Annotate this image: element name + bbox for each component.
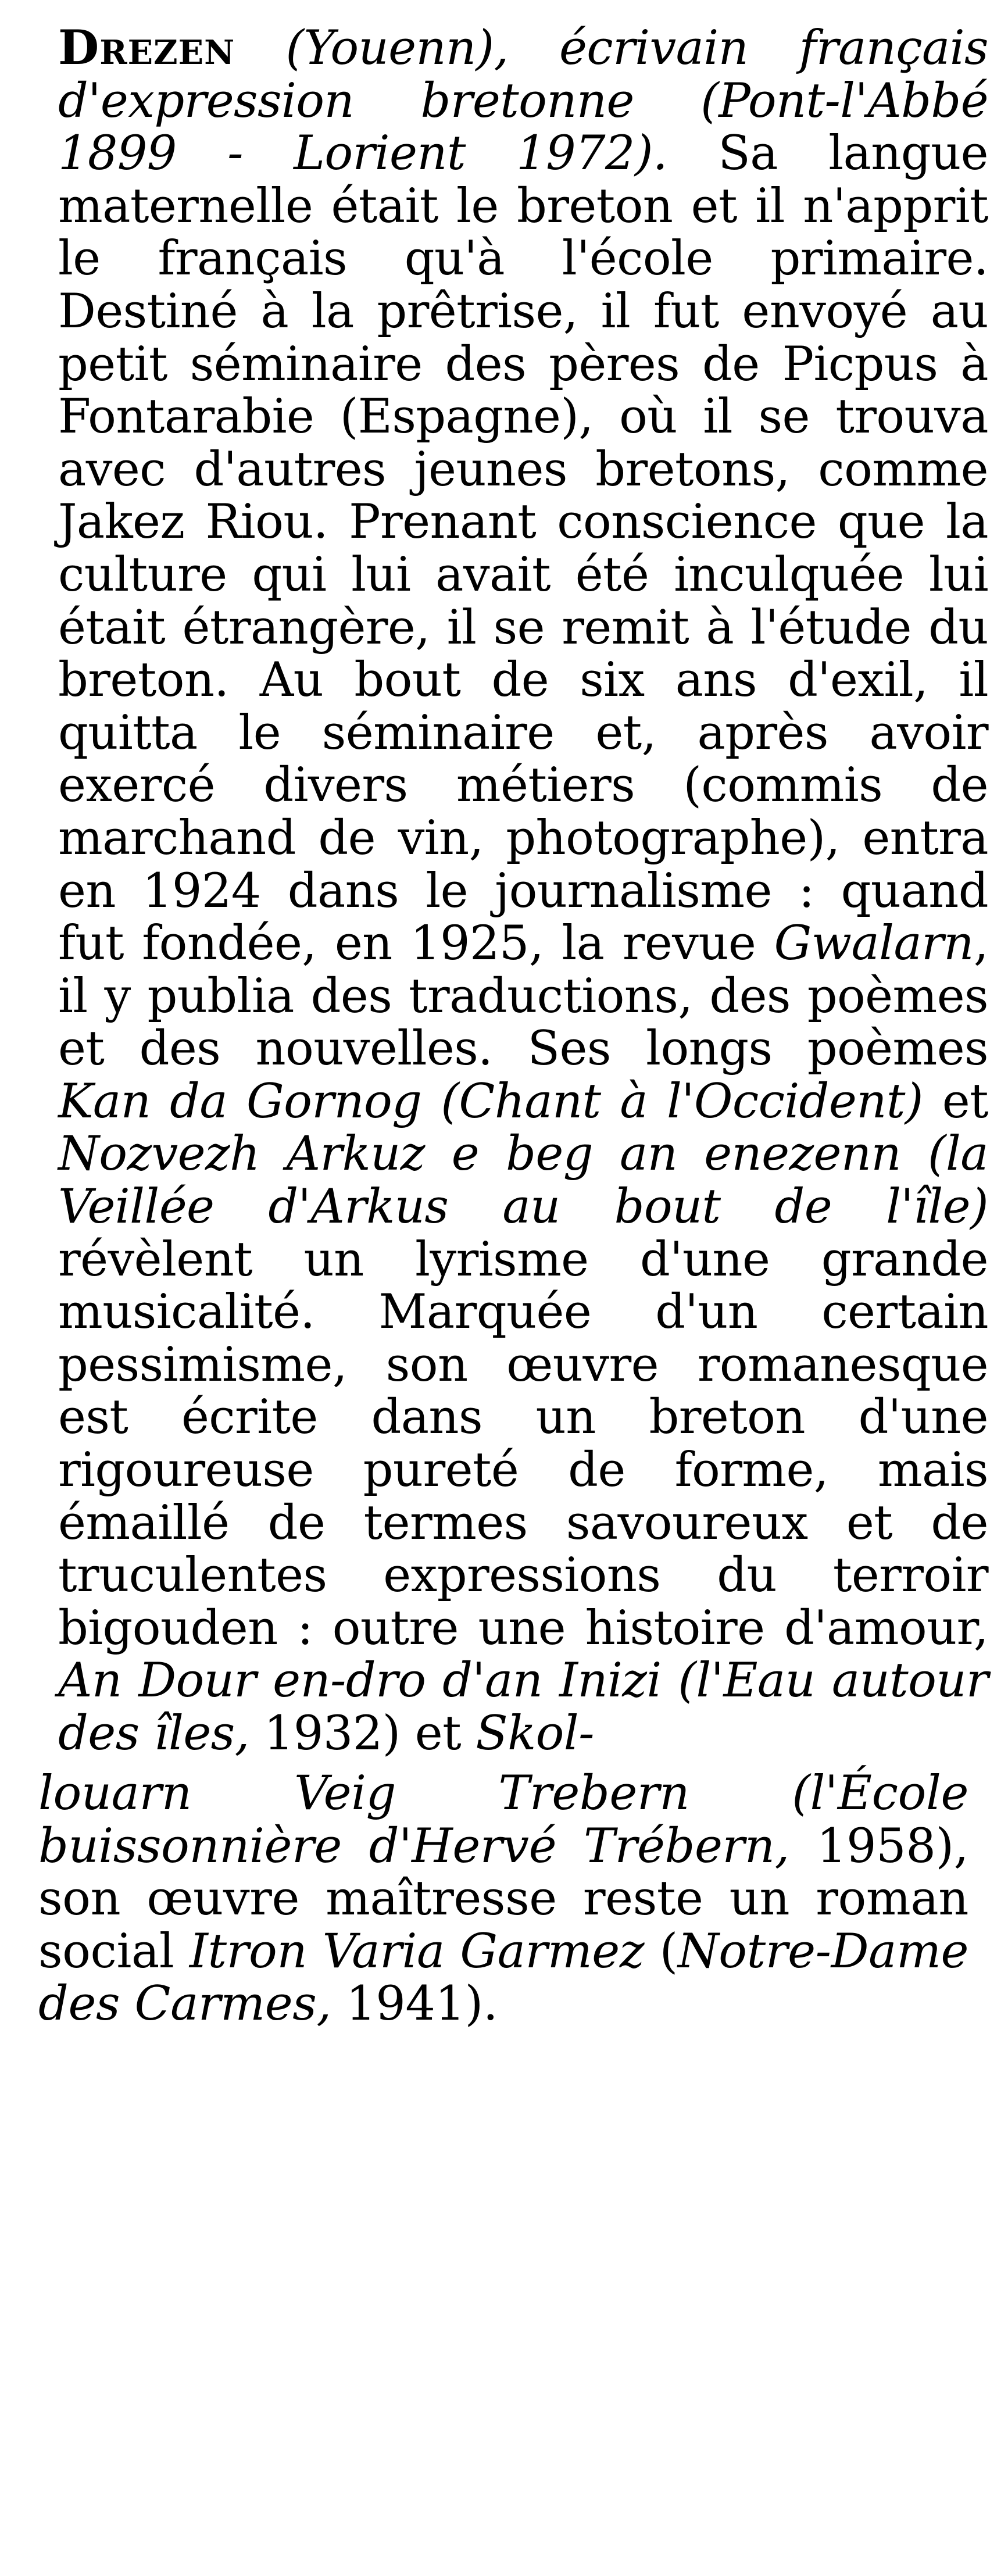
work-title-kan-da-gornog: Kan da Gornog (Chant à l'Occident): [58, 1074, 923, 1129]
body-text: et: [923, 1074, 988, 1129]
body-text: 1941).: [331, 1977, 498, 2032]
body-text: 1958), son œuvre maîtresse reste un roman social: [38, 1818, 969, 1979]
work-title-gwalarn: Gwalarn: [774, 916, 974, 971]
body-text: Sa langue maternelle était le breton et il n'apprit le français qu'à l'école primaire. Destiné à la prêtrise, il fut envoyé au petit séminaire des pères de Picpus à Fontarabie (Espagne), où il se trouva avec d'autres jeunes bretons, comme Jakez Riou. Prenant conscience que la culture qui lui avait été inculquée lui était étrangère, il se remit à l'étude du breton. Au bout de six ans d'exil, il quitta le séminaire et, après avoir exercé divers métiers (commis de marchand de vin, photographe), entra en 1924 dans le journalisme : quand fut fondée, en 1925, la revue: [58, 126, 988, 971]
work-title-skol-louarn-end: louarn Veig Trebern (l'École buissonnière d'Hervé Trébern,: [38, 1766, 968, 1874]
article-body: [58, 22, 988, 1760]
work-title-an-dour: An Dour en-dro d'an Inizi (l'Eau autour des îles,: [58, 1653, 988, 1761]
article-subtitle: (Youenn), écrivain français d'expression bretonne (Pont-l'Abbé 1899 - Lorient 1972).: [58, 21, 988, 181]
headword-separator: [235, 21, 285, 76]
article-column-main: [0, 22, 1008, 1760]
article-column-continuation: [0, 1767, 1008, 2031]
work-title-skol-louarn-start: Skol-: [476, 1706, 594, 1761]
body-text: (: [644, 1924, 678, 1979]
work-title-itron-varia-garmez: Itron Varia Garmez: [189, 1924, 645, 1979]
body-text: , il y publia des traductions, des poèmes et des nouvelles. Ses longs poèmes: [58, 916, 988, 1077]
body-text: révèlent un lyrisme d'une grande musicalité. Marquée d'un certain pessimisme, son œuvre romanesque est écrite dans un breton d'une rigoureuse pureté de forme, mais émaillé de termes savoureux et de truculentes expressions du terroir bigouden : outre une histoire d'amour,: [58, 1232, 988, 1656]
work-title-notre-dame-des-carmes: Notre-Dame des Carmes,: [38, 1924, 969, 2032]
article-body-continued: [38, 1767, 968, 2031]
work-title-nozvezh-arkuz: Nozvezh Arkuz e beg an enezenn (la Veillée d'Arkus au bout de l'île): [58, 1127, 988, 1235]
body-text: 1932) et: [249, 1706, 476, 1761]
article-headword: Drezen: [58, 20, 235, 76]
